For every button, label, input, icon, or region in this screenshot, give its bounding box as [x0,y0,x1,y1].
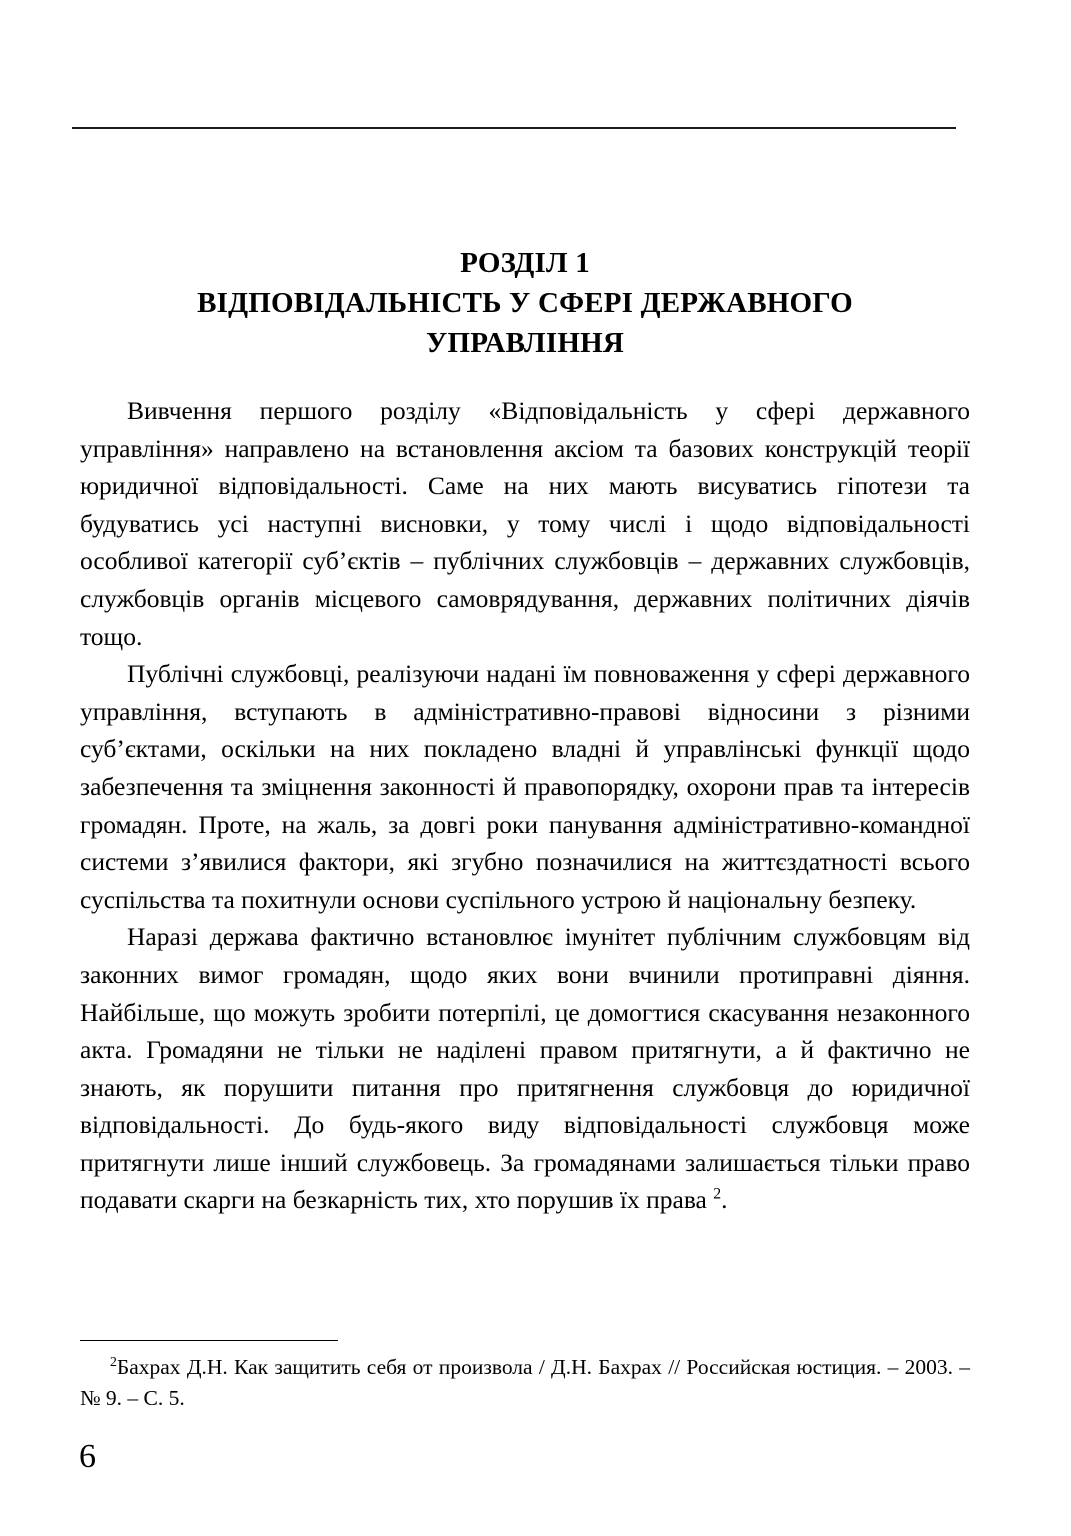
footnote-reference-marker[interactable]: 2 [713,1185,722,1203]
footnote-marker: 2 [110,1353,117,1369]
chapter-title-line-1: ВІДПОВІДАЛЬНІСТЬ У СФЕРІ ДЕРЖАВНОГО [197,287,853,319]
footnote-separator-rule [80,1340,338,1341]
chapter-title-line-2: УПРАВЛІННЯ [426,327,624,359]
footnote-entry [80,1352,970,1414]
header-rule [72,127,956,129]
paragraph-2: Публічні службовці, реалізуючи надані їм повноваження у сфері державного управління, вступають в адміністративно-правові відносини з різними суб’єктами, оскільки на них покладено владні й управлінські функції щодо забезпечення та зміцнення законності й правопорядку, охорони прав та інтересів громадян. Проте, на жаль, за довгі роки панування адміністративно-командної системи з’явилися фактори, які згубно позначилися на життєздатності всього суспільства та похитнули основи суспільного устрою й національну безпеку. [80,659,970,914]
paragraph-3 [80,918,970,1219]
footnote-text: Бахрах Д.Н. Как защитить себя от произвола / Д.Н. Бахрах // Российская юстиция. – 2003. – № 9. – С. 5. [80,1355,970,1410]
paragraph-3-tail: . [721,1185,728,1215]
page-number: 6 [79,1438,96,1475]
body-text [80,392,970,1219]
paragraph-3-text: Наразі держава фактично встановлює імунітет публічним службовцям від законних вимог громадян, щодо яких вони вчинили протиправні діяння. Найбільше, що можуть зробити потерпілі, це домогтися скасування незаконного акта. Громадяни не тільки не наділені правом притягнути, а й фактично не знають, як порушити питання про притягнення службовця до юридичної відповідальності. До будь-якого виду відповідальності службовця може притягнути лише інший службовець. За громадянами залишається тільки право подавати скарги на безкарність тих, хто порушив їх права [80,922,970,1215]
chapter-number: РОЗДІЛ 1 [460,247,590,279]
chapter-heading [80,243,970,363]
paragraph-1: Вивчення першого розділу «Відповідальність у сфері державного управління» направлено на встановлення аксіом та базових конструкцій теорії юридичної відповідальності. Саме на них мають висуватись гіпотези та будуватись усі наступні висновки, у тому числі і щодо відповідальності особливої категорії суб’єктів – публічних службовців – державних службовців, службовців органів місцевого самоврядування, державних політичних діячів тощо. [80,396,970,651]
